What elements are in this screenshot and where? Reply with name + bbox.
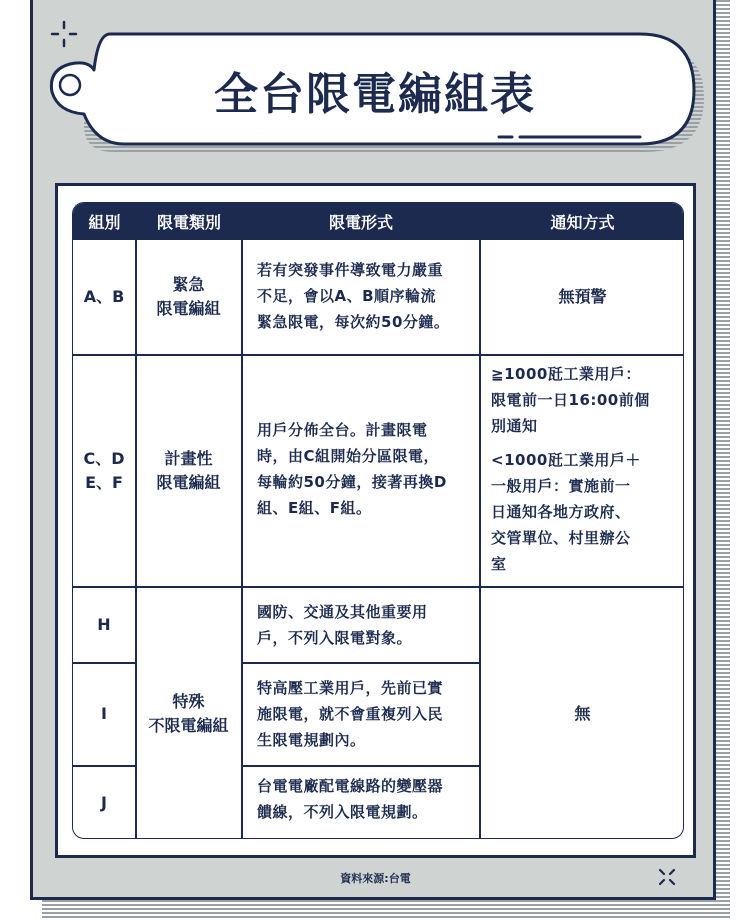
row-h-form-line: 戶，不列入限電對象。: [257, 629, 413, 647]
header-notice: 通知方式: [480, 203, 684, 240]
row-cdef-form-line: 每輪約50分鐘，接著再換D: [257, 473, 447, 491]
row-cdef-notice-a: [491, 361, 681, 439]
row-j-form: [257, 773, 472, 825]
row-cdef-group-line1: C、D: [83, 448, 125, 468]
row-cdef-notice-line: 日通知各地方政府、: [491, 503, 631, 521]
row-cdef-notice: [491, 361, 681, 577]
row-cdef-form-line: 時，由C組開始分區限電，: [257, 447, 440, 465]
row-cdef-category-line2: 限電編組: [156, 472, 221, 492]
row-ab-form: [257, 257, 472, 335]
row-ab-notice: 無預警: [558, 287, 607, 306]
row-ab-form-line: 不足，會以A、B順序輪流: [257, 287, 437, 305]
bottom-stripe-shadow: [42, 900, 730, 920]
row-ab-form-line: 緊急限電，每次約50分鐘。: [257, 313, 450, 331]
row-cdef-notice-line: 一般用戶：實施前一: [491, 477, 631, 495]
row-special-notice: 無: [574, 703, 591, 723]
row-ab-category: [136, 240, 241, 354]
row-ab-group: A、B: [83, 287, 125, 306]
row-ab-form-line: 若有突發事件導致電力嚴重: [257, 261, 444, 279]
row-cdef-category-line1: 計畫性: [164, 448, 213, 468]
row-cdef-group-line2: E、F: [85, 472, 123, 492]
row-j-form-line: 饋線，不列入限電規劃。: [257, 803, 428, 821]
sparkle-icon: [656, 866, 678, 888]
header-form: 限電形式: [242, 203, 480, 240]
row-cdef-notice-line: ≧1000瓩工業用戶：: [491, 365, 641, 383]
row-j-group: J: [101, 793, 107, 812]
row-divider: [241, 765, 480, 767]
row-special-category: [136, 587, 241, 839]
row-cdef-form-line: 用戶分佈全台。計畫限電: [257, 421, 428, 439]
row-cdef-category: [136, 355, 241, 586]
row-i-form-line: 生限電規劃內。: [257, 731, 366, 749]
row-cdef-notice-line: 室: [491, 555, 507, 573]
source-note: 資料來源:台電: [340, 872, 411, 885]
row-i-group: I: [101, 704, 107, 723]
power-rationing-table: [72, 202, 684, 839]
row-cdef-form-line: 組、E組、F組。: [257, 499, 372, 517]
row-h-form: [257, 599, 472, 651]
row-h-group: H: [97, 614, 111, 634]
row-ab-category-line1: 緊急: [172, 275, 205, 294]
row-h-form-line: 國防、交通及其他重要用: [257, 603, 428, 621]
row-j-form-line: 台電電廠配電線路的變壓器: [257, 777, 444, 795]
page-title: 全台限電編組表: [214, 69, 536, 120]
header-category: 限電類別: [136, 203, 242, 240]
row-cdef-group: [73, 355, 135, 586]
row-cdef-notice-b: [491, 447, 681, 577]
row-cdef-notice-line: <1000瓩工業用戶＋: [491, 451, 641, 469]
row-cdef-notice-line: 限電前一日16:00前個: [491, 391, 650, 409]
row-ab-category-line2: 限電編組: [156, 299, 221, 318]
row-cdef-form: [257, 417, 472, 521]
row-special-category-line1: 特殊: [172, 691, 205, 711]
row-cdef-notice-line: 別通知: [491, 417, 538, 435]
row-cdef-notice-line: 交管單位、村里辦公: [491, 529, 631, 547]
col-divider: [241, 240, 243, 839]
row-special-category-line2: 不限電編組: [148, 715, 229, 735]
row-i-form-line: 施限電，就不會重複列入民: [257, 705, 444, 723]
row-i-form: [257, 675, 472, 753]
row-divider: [241, 662, 480, 664]
row-i-form-line: 特高壓工業用戶，先前已實: [257, 679, 444, 697]
header-group: 組別: [73, 203, 136, 240]
right-stripe-shadow: [716, 0, 730, 908]
